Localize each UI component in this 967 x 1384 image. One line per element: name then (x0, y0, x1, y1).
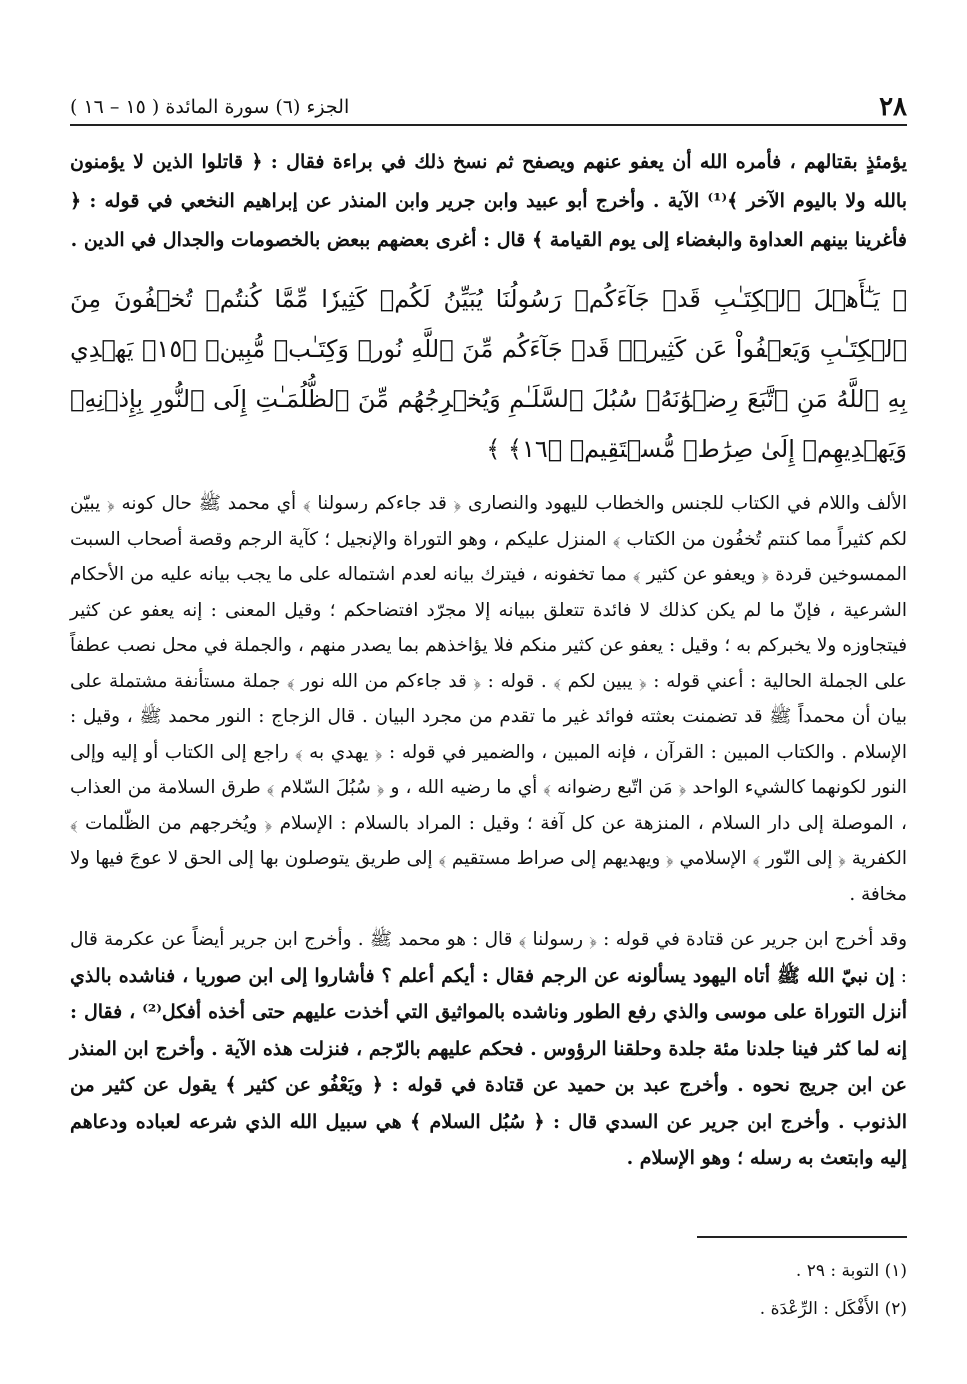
narration-bold: إن نبيّ الله ﷺ أتاه اليهود يسألونه عن الرجم فقال : أيكم أعلم ؟ فأشاروا إلى ابن صوريا ، فناشده بالذي أنزل التوراة على موسى والذي رفع الطور وناشده بالمواثيق التي أخذت عليهم حتى أخذه أفكل⁽²⁾ ، فقال : إنه لما كثر فينا جلدنا مئة جلدة وحلقنا الرؤوس . فحكم عليهم بالرّجم ، فنزلت هذه الآية . وأخرج ابن المنذر عن ابن جريج نحوه . وأخرج عبد بن حميد عن قتادة في قوله : ﴿ ويَعْفُو عن كثير ﴾ يقول عن كثير من الذنوب . وأخرج ابن جرير عن السدي قال : ﴿ سُبُل السلام ﴾ هي سبيل الله الذي شرعه لعباده ودعاهم إليه وابتعث به رسله ؛ وهو الإسلام . (70, 964, 907, 1169)
running-title: الجزء (٦) سورة المائدة ( ١٥ – ١٦ ) (70, 96, 350, 118)
footnotes (70, 1252, 907, 1328)
page-number: ٢٨ (879, 92, 907, 122)
footnote-2: (٢) الأَفْكَل : الرِّعْدَة . (759, 1299, 907, 1319)
quran-verse: ﴿ يَـٰٓأَهۡلَ ٱلۡكِتَـٰبِ قَدۡ جَآءَكُمۡ رَسُولُنَا يُبَيِّنُ لَكُمۡ كَثِيرٗا مِّمَّا كُنتُمۡ تُخۡفُونَ مِنَ ٱلۡكِتَـٰبِ وَيَعۡفُواْ عَن كَثِيرٖۚ قَدۡ جَآءَكُم مِّنَ ٱللَّهِ نُورٞ وَكِتَـٰبٞ مُّبِينٞ ﴿١٥﴾ يَهۡدِي بِهِ ٱللَّهُ مَنِ ٱتَّبَعَ رِضۡوَٰنَهُۥ سُبُلَ ٱلسَّلَـٰمِ وَيُخۡرِجُهُم مِّنَ ٱلظُّلُمَـٰتِ إِلَى ٱلنُّورِ بِإِذۡنِهِۦ وَيَهۡدِيهِمۡ إِلَىٰ صِرَٰطٖ مُّسۡتَقِيمٖ ﴿١٦﴾ ﴾ (70, 285, 907, 463)
page-header (70, 90, 907, 126)
tafsir-paragraph: الألف واللام في الكتاب للجنس والخطاب لليهود والنصارى ﴿ قد جاءكم رسولنا ﴾ أي محمد ﷺ حال كونه ﴿ يبيّن لكم كثيراً مما كنتم تُخفُون من الكتاب ﴾ المنزل عليكم ، وهو التوراة والإنجيل ؛ كآية الرجم وقصة أصحاب السبت الممسوخين قردة ﴿ ويعفو عن كثير ﴾ مما تخفونه ، فيترك بيانه لعدم اشتماله على ما يجب بيانه عليه من الأحكام الشرعية ، فإنّ ما لم يكن كذلك لا فائدة تتعلق ببيانه إلا مجرّد افتضاحكم ؛ وقيل المعنى : إنه يعفو عن كثير فيتجاوزه ولا يخبركم به ؛ وقيل : يعفو عن كثير منكم فلا يؤاخذهم بما يصدر منهم ، والجملة في محل نصب عطفاً على الجملة الحالية : أعني قوله : ﴿ يبين لكم ﴾ . قوله : ﴿ قد جاءكم من الله نور ﴾ جملة مستأنفة مشتملة على بيان أن محمداً ﷺ قد تضمنت بعثته فوائد غير ما تقدم من مجرد البيان . قال الزجاج : النور محمد ﷺ ، وقيل : الإسلام . والكتاب المبين : القرآن ، فإنه المبين ، والضمير في قوله : ﴿ يهدي به ﴾ راجع إلى الكتاب أو إليه وإلى النور لكونهما كالشيء الواحد ﴿ مَن اتّبع رضوانه ﴾ أي ما رضيه الله ، و ﴿ سُبُلَ السّلام ﴾ طرق السلامة من العذاب ، الموصلة إلى دار السلام ، المنزهة عن كل آفة ؛ وقيل : المراد بالسلام : الإسلام ﴿ ويُخرجهم من الظّلمات ﴾ الكفرية ﴿ إلى النّور ﴾ الإسلامي ﴿ ويهديهم إلى صراط مستقيم ﴾ إلى طريق يتوصلون بها إلى الحق لا عوجَ فيها ولا مخافة . (70, 493, 907, 905)
footnote-1: (١) التوبة : ٢٩ . (795, 1261, 907, 1281)
page-body (70, 143, 907, 1177)
narration-paragraph (70, 922, 907, 1177)
narration-intro: وقد أخرج ابن جرير عن قتادة في قوله : ﴿ رسولنا ﴾ قال : هو محمد ﷺ . وأخرج ابن جرير أيضاً عن عكرمة قال : (70, 929, 907, 987)
intro-paragraph: يؤمئذٍ بقتالهم ، فأمره الله أن يعفو عنهم ويصفح ثم نسخ ذلك في براءة فقال : ﴿ قاتلوا الذين لا يؤمنون بالله ولا باليوم الآخر ﴾⁽¹⁾ الآية . وأخرج أبو عبيد وابن جرير وابن المنذر عن إبراهيم النخعي في قوله : ﴿ فأغرينا بينهم العداوة والبغضاء إلى يوم القيامة ﴾ قال : أغرى بعضهم ببعض بالخصومات والجدال في الدين . (70, 151, 907, 251)
footnote-divider (697, 1236, 907, 1238)
